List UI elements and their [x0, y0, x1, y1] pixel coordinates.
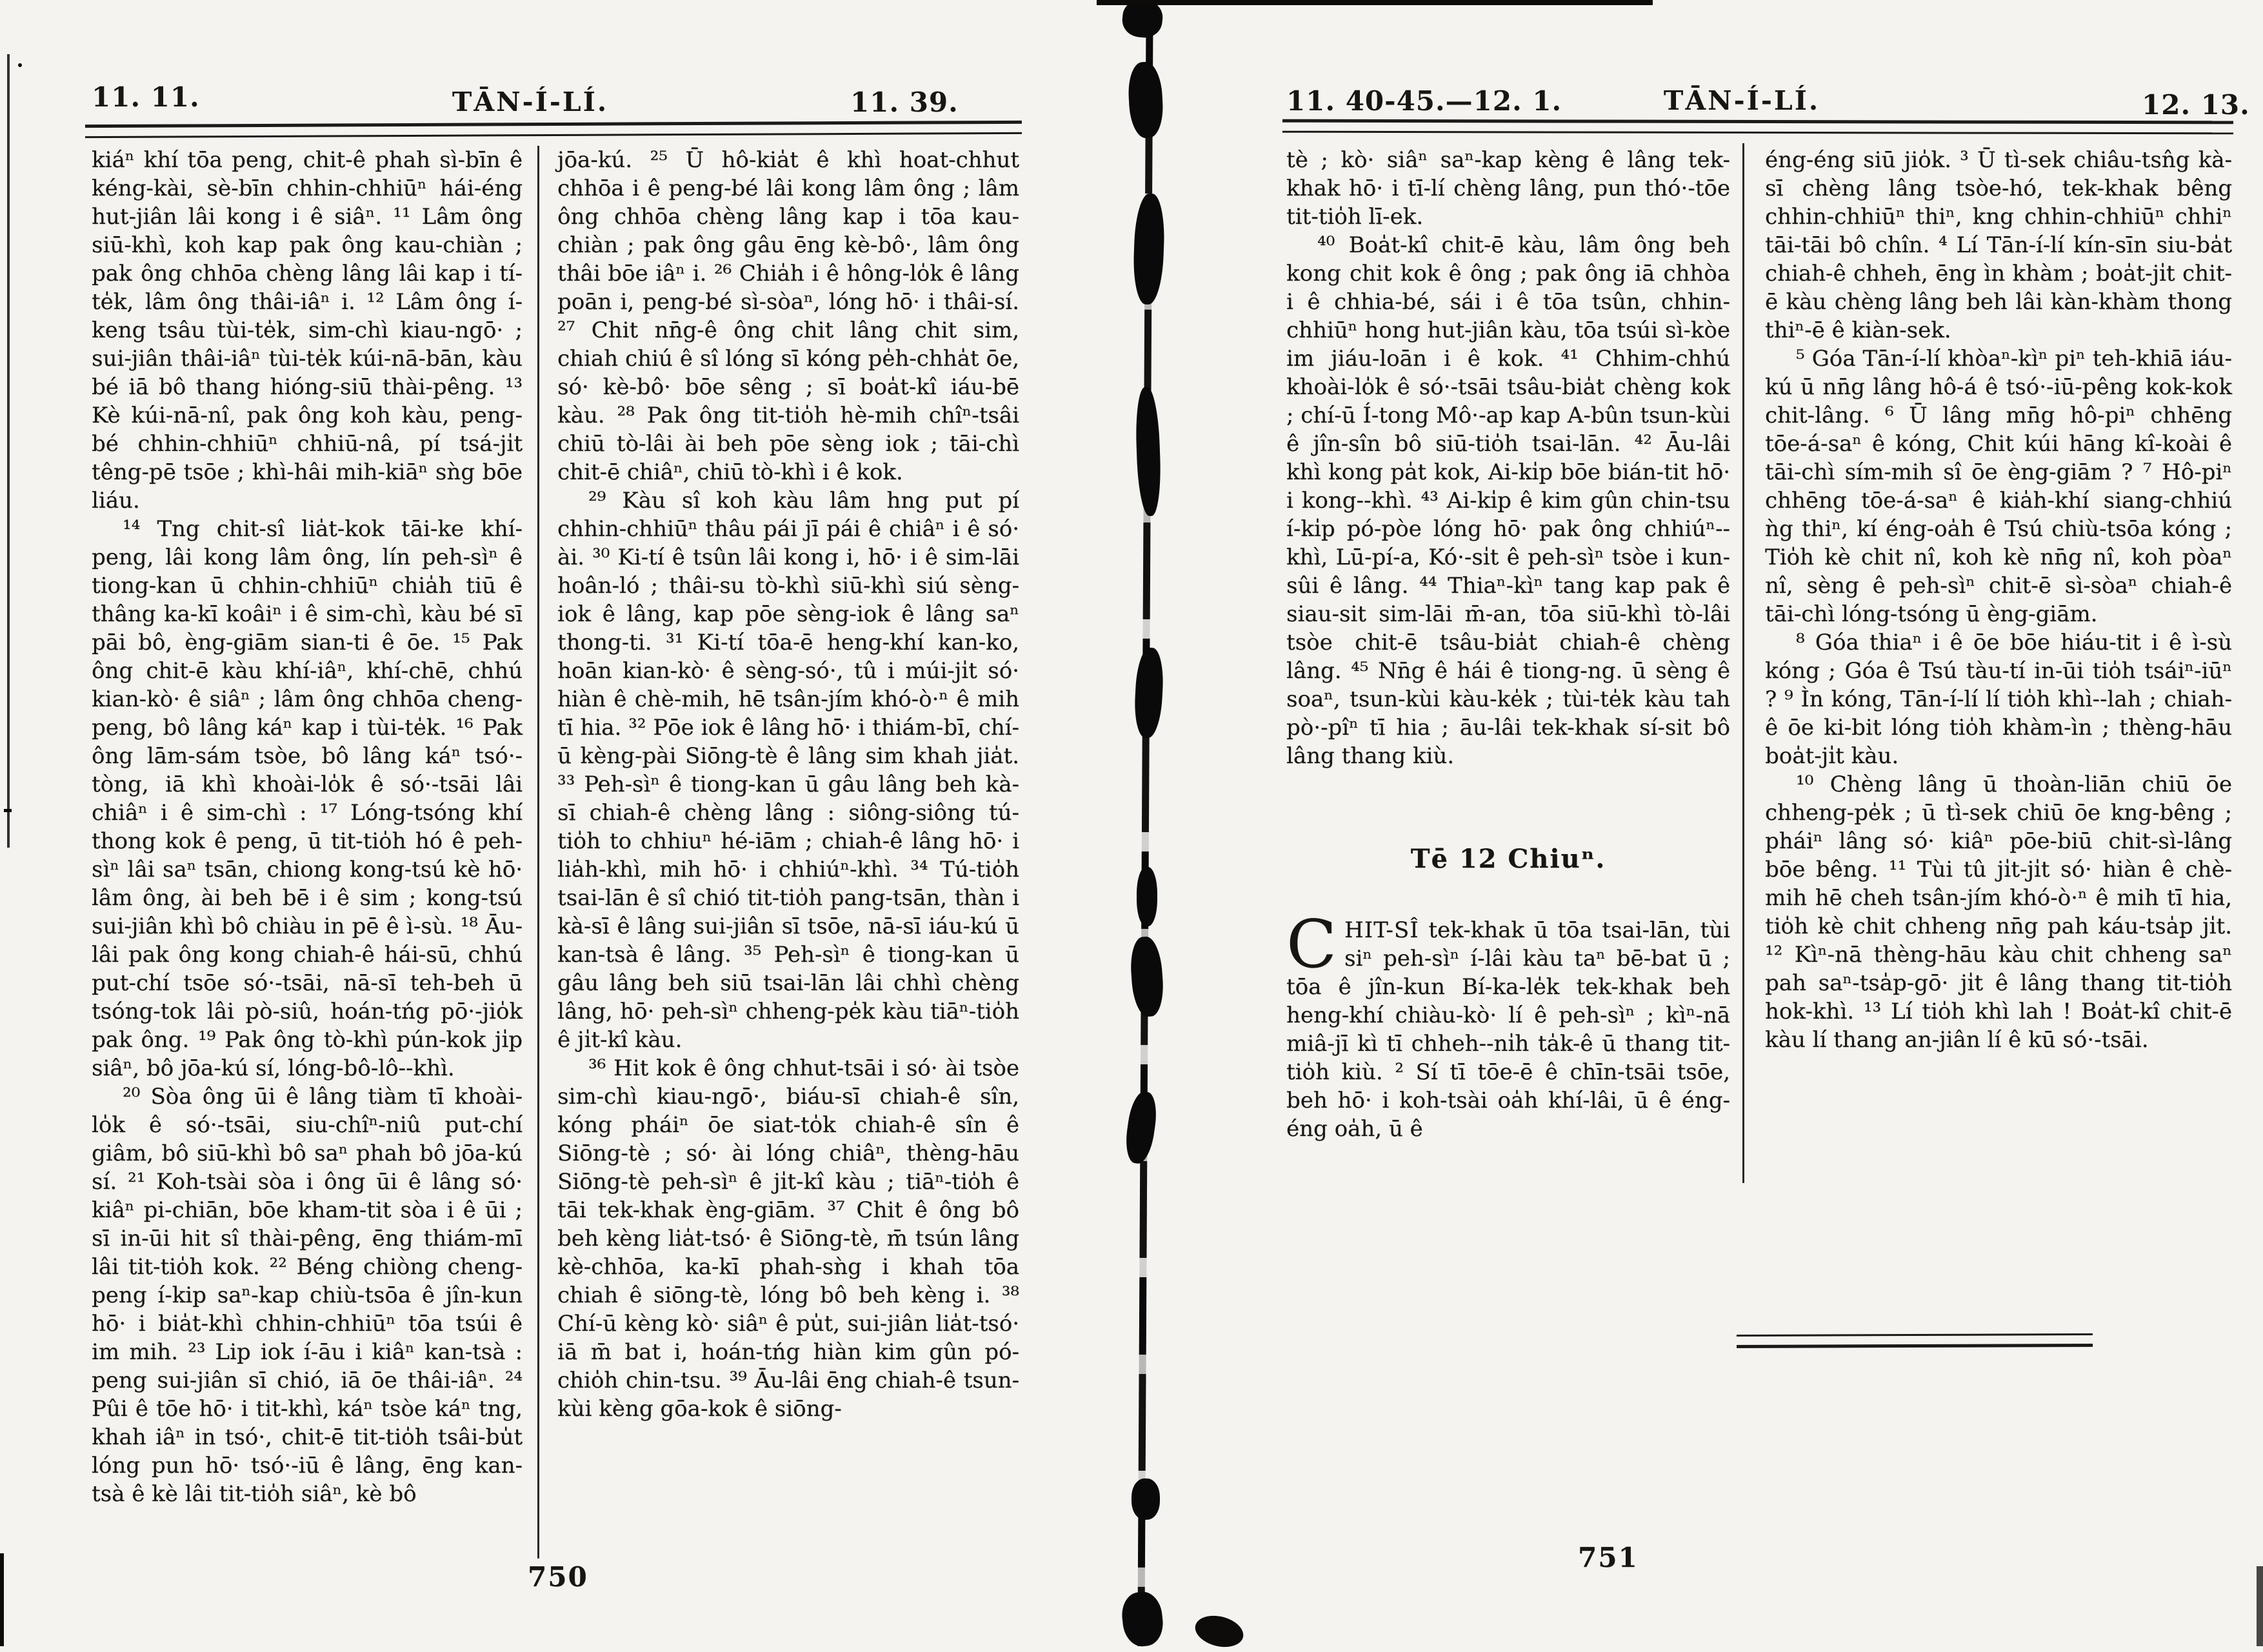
- verse-paragraph: ³⁶ Hit kok ê ông chhut-tsāi i só· ài tsòe sim-chì kiau-ngō·, biáu-sī chiah-ê sîn, kóng pháiⁿ ōe siat-to̍k chiah-ê sîn ê Siōng-tè ; só· ài lóng chiâⁿ, thèng-hāu Siōng-tè peh-sìⁿ ê ji̍t-kî kàu ; tiāⁿ-tio̍h ê tāi tek-khak èng-giām. ³⁷ Chit ê ông bô beh kèng lia̍t-tsó· ê Siōng-tè, m̄ tsún lâng kè-chhōa, ka-kī phah-sǹg i khah tōa chiah ê siōng-tè, lóng bô beh kèng i. ³⁸ Chí-ū kèng kò· siâⁿ ê pu̍t, sui-jiân lia̍t-tsó· iā m̄ bat i, hoán-tńg hiàn kim gûn pó-chio̍h chin-tsu. ³⁹ Āu-lâi ēng chiah-ê tsun-kùi kèng gōa-kok ê siōng-: [557, 1055, 1019, 1422]
- left-page-ref-start: 11. 11.: [92, 81, 200, 113]
- left-column-2: [557, 146, 1019, 1423]
- verse-paragraph: kiáⁿ khí tōa peng, chit-ê phah sì-bīn ê kéng-kài, sè-bīn chhin-chhiūⁿ hái-éng hut-jiân lâi kong i ê siâⁿ. ¹¹ Lâm ông siū-khì, koh kap pak ông kau-chiàn ; pak ông chhōa chèng lâng lâi kap i tí-te̍k, lâm ông thâi-iâⁿ i. ¹² Lâm ông í-keng tsâu tùi-te̍k, sim-chì kiau-ngō· ; sui-jiân thâi-iâⁿ tùi-te̍k kúi-nā-bān, kàu bé iā bô thang hióng-siū thài-pêng. ¹³ Kè kúi-nā-nî, pak ông koh kàu, peng-bé chhin-chhiūⁿ chhiū-nâ, pí tsá-ji̍t têng-pē tsōe ; khì-hâi mih-kiāⁿ sǹg bōe liáu.: [92, 147, 523, 513]
- verse-paragraph: tè ; kò· siâⁿ saⁿ-kap kèng ê lâng tek-khak hō· i tī-lí chèng lâng, pun thó·-tōe tit-tio̍h lī-ek.: [1286, 147, 1730, 230]
- binding-ink-blob: [1122, 1090, 1159, 1166]
- verse-paragraph: ⁸ Góa thiaⁿ i ê ōe bōe hiáu-tit i ê ì-sù kóng ; Góa ê Tsú tàu-tí in-ūi tio̍h tsáiⁿ-iūⁿ ? ⁹ Ìn kóng, Tān-í-lí lí tio̍h khì--lah ; chiah-ê ōe ki-bit lóng tio̍h khàm-ìn ; thèng-hāu boa̍t-ji̍t kàu.: [1765, 630, 2232, 769]
- binding-ink-blob: [1132, 193, 1166, 305]
- right-column-2: [1765, 146, 2232, 1054]
- verse-paragraph: ¹⁰ Chèng lâng ū thoàn-liān chiū ōe chheng-pe̍k ; ū tì-sek chiū ōe kng-bêng ; pháiⁿ lâng só· kiâⁿ pōe-biū chit-sì-lâng bōe bêng. ¹¹ Tùi tû ji̍t-ji̍t só· hiàn ê chè-mih hē cheh tsân-jím khó-ò·ⁿ ê mih tī hia, tio̍h kè chit chheng nn̄g pah káu-tsa̍p ji̍t. ¹² Kìⁿ-nā thèng-hāu kàu chit chheng saⁿ pah saⁿ-tsa̍p-gō· ji̍t ê lâng thang tit-tio̍h hok-khì. ¹³ Lí tio̍h khì lah ! Boa̍t-kî chit-ē kàu lí thang an-jiân lí ê kū só·-tsāi.: [1765, 771, 2232, 1053]
- scan-bottom-ink-blob: [1192, 1611, 1247, 1651]
- scan-bottom-right-edge-mark: [2257, 1566, 2263, 1646]
- binding-ink-blob: [1133, 647, 1164, 739]
- chapter-heading: Tē 12 Chiuⁿ.: [1410, 844, 1606, 874]
- end-of-book-rule: [1737, 1333, 2093, 1348]
- verse-paragraph: ¹⁴ Tng chit-sî lia̍t-kok tāi-ke khí-peng, lâi kong lâm ông, lín peh-sìⁿ ê tiong-kan ū chhin-chhiūⁿ chia̍h tiū ê thâng ka-kī koâiⁿ i ê sim-chì, kàu bé sī pāi bô, èng-giām sian-ti ê ōe. ¹⁵ Pak ông chit-ē kàu khí-iâⁿ, khí-chē, chhú kian-kò· ê siâⁿ ; lâm ông chhōa cheng-peng, bô lâng káⁿ kap i tùi-te̍k. ¹⁶ Pak ông lām-sám tsòe, bô lâng káⁿ tsó·-tòng, iā khì khoài-lo̍k ê só·-tsāi lâi chiâⁿ i ê sim-chì : ¹⁷ Lóng-tsóng khí thong kok ê peng, ū tit-tio̍h hó ê peh-sìⁿ lâi saⁿ tsān, chiong kong-tsú kè hō· lâm ông, ài beh bē i ê sim ; kong-tsú sui-jiân khì bô chiàu in pē ê ì-sù. ¹⁸ Āu-lâi pak ông kong chiah-ê hái-sū, chhú put-chí tsōe só·-tsāi, nā-sī teh-beh ū tsóng-tok lâi pò-siû, hoán-tńg pō·-jio̍k pak ông. ¹⁹ Pak ông tò-khì pún-kok ji̍p siâⁿ, bô jōa-kú sí, lóng-bô-lô--khì.: [92, 516, 523, 1081]
- left-column-1: [92, 146, 523, 1508]
- right-page-ref-start: 11. 40-45.—12. 1.: [1286, 85, 1562, 117]
- verse-paragraph: ⁵ Góa Tān-í-lí khòaⁿ-kìⁿ piⁿ teh-khiā iáu-kú ū nn̄g lâng hô-á ê tsó·-iū-pêng kok-kok chit-lâng. ⁶ Ū lâng mn̄g hô-piⁿ chhēng tōe-á-saⁿ ê kóng, Chit kúi hāng kî-koài ê tāi-chì sím-mih sî ōe èng-giām ? ⁷ Hô-piⁿ chhēng tōe-á-saⁿ ê kia̍h-khí siang-chhiú ǹg thiⁿ, kí éng-oa̍h ê Tsú chiù-tsōa kóng ; Tio̍h kè chit nî, koh kè nn̄g nî, koh pòaⁿ nî, sèng ê peh-sìⁿ chit-ē sì-sòaⁿ chiah-ê tāi-chì lóng-tsóng ū èng-giām.: [1765, 346, 2232, 627]
- right-page-number: 751: [1578, 1542, 1639, 1573]
- verse-paragraph: éng-éng siū jio̍k. ³ Ū tì-sek chiâu-tsn̂g kà-sī chèng lâng tsòe-hó, tek-khak bêng chhin-chhiūⁿ thiⁿ, kng chhin-chhiūⁿ chhiⁿ tāi-tāi bô chîn. ⁴ Lí Tān-í-lí kín-sīn siu-ba̍t chiah-ê chheh, ēng ìn khàm ; boa̍t-ji̍t chit-ē kàu chèng lâng beh lâi kàn-khàm thong thiⁿ-ē ê kiàn-sek.: [1765, 147, 2232, 343]
- binding-ink-blob: [1127, 61, 1164, 139]
- left-page-title: TĀN-Í-LÍ.: [452, 86, 609, 117]
- scan-left-edge-line: [7, 54, 10, 848]
- chapter-opening-paragraph: [1286, 906, 1730, 1143]
- verse-paragraph: ²⁹ Kàu sî koh kàu lâm hng put pí chhin-chhiūⁿ thâu pái jī pái ê chiâⁿ i ê só· ài. ³⁰ Ki-tí ê tsûn lâi kong i, hō· i ê sim-lāi hoân-ló ; thâi-su tò-khì siū-khì siú sèng-iok ê lâng, kap pōe sèng-iok ê lâng saⁿ thong-ti. ³¹ Ki-tí tōa-ē heng-khí kan-ko, hoān kian-kò· ê sèng-só·, tû i múi-ji̍t só· hiàn ê chè-mih, hē tsân-jím khó-ò·ⁿ ê mih tī hia. ³² Pōe iok ê lâng hō· i thiám-bī, chí-ū kèng-pài Siōng-tè ê lâng sim khah jia̍t. ³³ Peh-sìⁿ ê tiong-kan ū gâu lâng beh kà-sī chiah-ê chèng lâng : siông-siông tú-tio̍h to chhiuⁿ hé-iām ; chiah-ê lâng hō· i lia̍h-khì, mih hō· i chhiúⁿ-khì. ³⁴ Tú-tio̍h tsai-lān ê sî chió tit-tio̍h pang-tsān, thàn i kà-sī ê lâng sui-jiân sī tsōe, nā-sī iáu-kú ū kan-tsà ê lâng. ³⁵ Peh-sìⁿ ê tiong-kan ū gâu lâng beh siū tsai-lān lâi chhì chèng lâng, hō· peh-sìⁿ chheng-pe̍k kàu tiāⁿ-tio̍h ê ji̍t-kî kàu.: [557, 488, 1019, 1053]
- verse-paragraph: ⁴⁰ Boa̍t-kî chit-ē kàu, lâm ông beh kong chit kok ê ông ; pak ông iā chhòa i ê chhia-bé, sái i ê tōa tsûn, chhin-chhiūⁿ hong hut-jiân kàu, tōa tsúi sì-kòe im jiáu-loān i ê kok. ⁴¹ Chhim-chhú khoài-lo̍k ê só·-tsāi tsâu-bia̍t chèng kok ; chí-ū Í-tong Mô·-ap kap A-bûn tsun-kùi ê jîn-sîn bô siū-tio̍h tsai-lān. ⁴² Āu-lâi khì kong pa̍t kok, Ai-ki̍p bōe bián-tit hō· i kong--khì. ⁴³ Ai-ki̍p ê kim gûn chin-tsu í-ki̍p pó-pòe lóng hō· pak ông chhiúⁿ--khì, Lū-pí-a, Kó·-si̍t ê peh-sìⁿ tsòe i kun-sûi ê lâng. ⁴⁴ Thiaⁿ-kìⁿ tang kap pak ê siau-sit sim-lāi m̄-an, tōa siū-khì tò-lâi tsòe chit-ē tsâu-bia̍t chiah-ê chèng lâng. ⁴⁵ Nn̄g ê hái ê tiong-ng. ū sèng ê soaⁿ, tsun-kùi kàu-ke̍k ; tùi-te̍k kàu tah pò·-pîⁿ tī hia ; āu-lâi tek-khak sí-sit bô lâng thang kiù.: [1286, 232, 1730, 769]
- scan-top-edge-mark: [1097, 0, 1653, 5]
- left-column-divider: [537, 146, 539, 1558]
- chapter-lead-word: HIT-SÎ: [1344, 917, 1419, 943]
- verse-paragraph: jōa-kú. ²⁵ Ū hô-kia̍t ê khì hoat-chhut chhōa i ê peng-bé lâi kong lâm ông ; lâm ông chhōa chèng lâng kap i tōa kau-chiàn ; pak ông gâu ēng kè-bô·, lâm ông thâi bōe iâⁿ i. ²⁶ Chia̍h i ê hông-lo̍k ê lâng poān i, peng-bé sì-sòaⁿ, lóng hō· i thâi-sí. ²⁷ Chit nn̄g-ê ông chit lâng chit sim, chiah chiú ê sî lóng sī kóng pe̍h-chha̍t ōe, só· kè-bô· bōe sêng ; sī boa̍t-kî iáu-bē kàu. ²⁸ Pak ông tit-tio̍h hè-mih chîⁿ-tsâi chiū tò-lâi ài beh pōe sèng iok ; tāi-chì chit-ē chiâⁿ, chiū tò-khì i ê kok.: [557, 147, 1019, 485]
- binding-ink-blob: [1137, 867, 1157, 926]
- right-page-title: TĀN-Í-LÍ.: [1663, 85, 1820, 116]
- right-column-1: [1286, 146, 1730, 770]
- verse-paragraph: ²⁰ Sòa ông ūi ê lâng tiàm tī khoài-lo̍k ê só·-tsāi, siu-chîⁿ-niû put-chí giâm, bô siū-khì bô saⁿ phah bô jōa-kú sí. ²¹ Koh-tsài sòa i ông ūi ê lâng só· kiâⁿ pi-chiān, bōe kham-tit sòa i ê ūi ; sī in-ūi hit sî thài-pêng, ēng thiám-mī lâi tit-tio̍h kok. ²² Béng chiòng cheng-peng í-kip saⁿ-kap chiù-tsōa ê jîn-kun hō· i bia̍t-khì chhin-chhiūⁿ tōa tsúi ê im mih. ²³ Lip iok í-āu i kiâⁿ kan-tsà : peng sui-jiân sī chió, iā ōe thâi-iâⁿ. ²⁴ Pûi ê tōe hō· i tit-khì, káⁿ tsòe káⁿ tng, khah iâⁿ in tsó·, chit-ē tit-tio̍h tsâi-bu̍t lóng pun hō· tsó·-iū ê lâng, ēng kan-tsà ê kè lâi tit-tio̍h siâⁿ, kè bô: [92, 1084, 523, 1507]
- chapter-paragraph-text: tek-khak ū tōa tsai-lān, tùi siⁿ peh-sìⁿ í-lâi kàu taⁿ bē-bat ū ; tōa ê jîn-kun Bí-ka-le̍k tek-khak beh heng-khí chiàu-kò· lí ê peh-sìⁿ ; kìⁿ-nā miâ-jī kì tī chheh--ni̍h ta̍k-ê ū thang tit-tio̍h kiù. ² Sí tī tōe-ē ê chīn-tsāi tsōe, beh hō· i koh-tsài oa̍h khí-lâi, ū ê éng-éng oa̍h, ū ê: [1286, 917, 1730, 1142]
- left-header-rule: [85, 121, 1022, 138]
- binding-ink-blob: [1135, 386, 1162, 516]
- left-page-ref-end: 11. 39.: [850, 86, 959, 118]
- binding-ink-blob: [1129, 935, 1166, 1017]
- scan-speckle: [18, 63, 22, 67]
- left-page-number: 750: [528, 1561, 588, 1593]
- right-page-ref-end: 12. 13.: [2142, 89, 2250, 121]
- binding-ink-blob: [1120, 1590, 1165, 1648]
- drop-cap-paragraph: [1286, 906, 1730, 1143]
- book-binding: [1117, 0, 1173, 1646]
- drop-cap-letter: C: [1286, 906, 1337, 983]
- right-header-rule: [1282, 119, 2233, 135]
- binding-ink-blob: [1132, 1478, 1160, 1520]
- scan-bottom-left-edge-mark: [0, 1553, 4, 1646]
- right-column-divider: [1742, 143, 1744, 1183]
- binding-ink-blob: [1121, 0, 1164, 39]
- scan-left-edge-dash: [4, 809, 12, 812]
